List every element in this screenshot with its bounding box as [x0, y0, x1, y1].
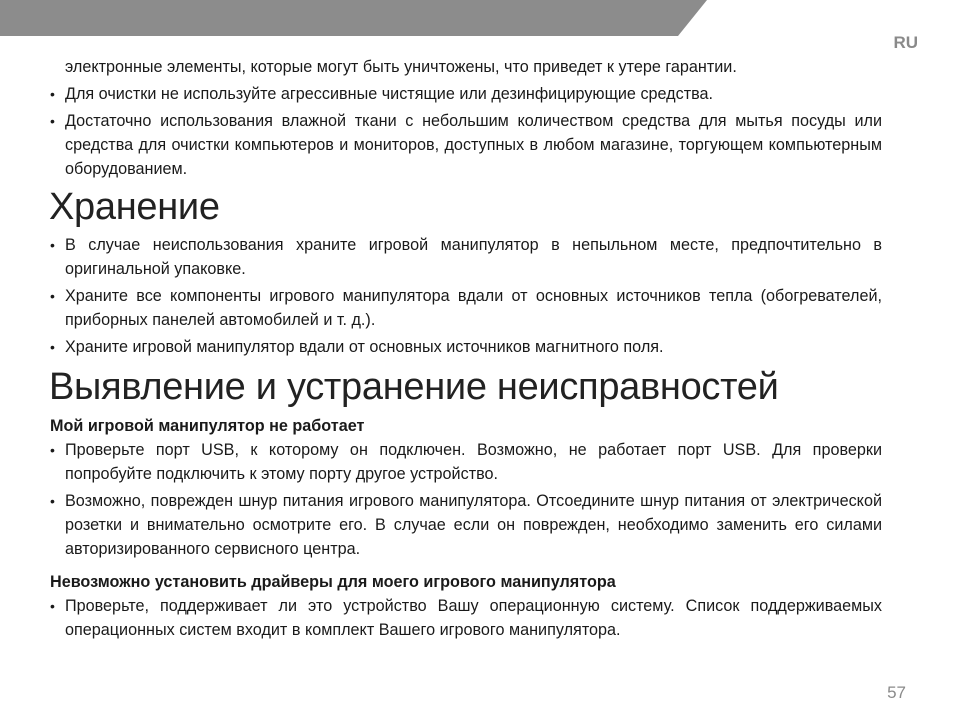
section-title-storage: Хранение	[49, 186, 220, 228]
section-title-troubleshooting: Выявление и устранение неисправностей	[49, 366, 779, 408]
bullet-icon: •	[50, 493, 55, 509]
bullet-icon: •	[50, 339, 55, 355]
bullet-icon: •	[50, 598, 55, 614]
bullet-icon: •	[50, 113, 55, 129]
list-item	[50, 594, 882, 642]
problem2-list	[50, 594, 882, 642]
list-item	[50, 335, 882, 359]
problem-heading: Невозможно установить драйверы для моего игрового манипулятора	[50, 573, 616, 591]
list-item	[50, 233, 882, 281]
page-number: 57	[887, 683, 906, 702]
page-content	[50, 55, 882, 645]
list-item-text: В случае неиспользования храните игровой манипулятор в непыльном месте, предпочтительно в оригинальной упаковке.	[65, 236, 882, 278]
list-item-text: Возможно, поврежден шнур питания игрового манипулятора. Отсоедините шнур питания от электрической розетки и внимательно осмотрите его. В случае если он поврежден, необходимо заменить его силами авторизированного сервисного центра.	[65, 492, 882, 558]
list-item-text: Храните игровой манипулятор вдали от основных источников магнитного поля.	[65, 338, 664, 356]
list-item-text: Для очистки не используйте агрессивные чистящие или дезинфицирующие средства.	[65, 85, 714, 103]
list-item-text: Достаточно использования влажной ткани с небольшим количеством средства для мытья посуды или средства для очистки компьютеров и мониторов, доступных в любом магазине, торгующем компьютерным оборудованием.	[65, 112, 882, 178]
language-label: RU	[893, 33, 918, 52]
problem1-list	[50, 438, 882, 561]
bullet-icon: •	[50, 442, 55, 458]
bullet-icon: •	[50, 288, 55, 304]
list-item-text: электронные элементы, которые могут быть уничтожены, что приведет к утере гарантии.	[65, 58, 737, 76]
list-item	[50, 489, 882, 561]
list-item	[50, 438, 882, 486]
list-item-text: Проверьте порт USB, к которому он подключен. Возможно, не работает порт USB. Для проверки попробуйте подключить к этому порту другое устройство.	[65, 441, 882, 483]
list-item-text: Проверьте, поддерживает ли это устройство Вашу операционную систему. Список поддерживаемых операционных систем входит в комплект Вашего игрового манипулятора.	[65, 597, 882, 639]
list-item	[50, 284, 882, 332]
list-item	[50, 55, 882, 79]
intro-list	[50, 55, 882, 181]
list-item-text: Храните все компоненты игрового манипулятора вдали от основных источников тепла (обогревателей, приборных панелей автомобилей и т. д.).	[65, 287, 882, 329]
list-item	[50, 82, 882, 106]
header-band	[0, 0, 954, 36]
list-item	[50, 109, 882, 181]
storage-list	[50, 233, 882, 359]
bullet-icon: •	[50, 237, 55, 253]
problem-heading: Мой игровой манипулятор не работает	[50, 417, 365, 435]
bullet-icon: •	[50, 86, 55, 102]
